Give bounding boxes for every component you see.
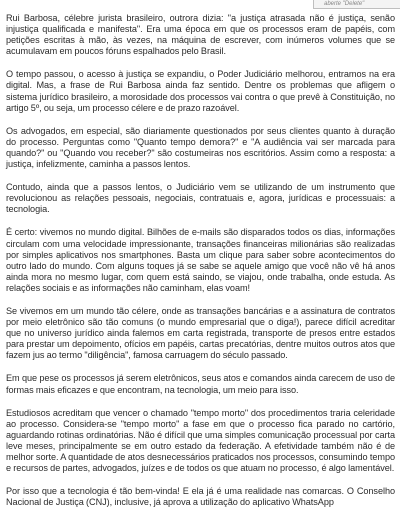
paragraph-5: É certo: vivemos no mundo digital. Bilhões de e-mails são disparados todos os dias, informações circulam com uma velocidade impressionante, transações financeiras milionárias são realizadas por simples aplicativos nos smartphones. Basta um clique para saber sobre acontecimentos do outro lado do mundo. Com alguns toques já se sabe se aquele amigo que você não vê há anos ainda mora no mesmo lugar, com quem está saindo, se viajou, onde trabalha, onde estuda. As relações sociais e as informações não caminham, elas voam! xyxy=(6,227,395,293)
paragraph-3: Os advogados, em especial, são diariamente questionados por seus clientes quanto à duração do processo. Perguntas como "Quanto tempo demora?" e "A audiência vai ser marcada para quando?" ou "Quando vou receber?" são costumeiras nos escritórios. Assim como a resposta: a justiça, infelizmente, caminha a passos lentos. xyxy=(6,125,395,170)
paragraph-4: Contudo, ainda que a passos lentos, o Judiciário vem se utilizando de um instrumento que revolucionou as relações pessoais, negociais, contratuais e, agora, jurídicas e processuais: a tecnologia. xyxy=(6,182,395,215)
paragraph-7: Em que pese os processos já serem eletrônicos, seus atos e comandos ainda carecem de uso de formas mais eficazes e que encontram, na tecnologia, um meio para isso. xyxy=(6,373,395,395)
paragraph-1: Rui Barbosa, célebre jurista brasileiro, outrora dizia: "a justiça atrasada não é justiça, senão injustiça qualificada e manifesta". Era uma época em que os processos eram de papéis, com petições escritas à mão, às vezes, na máquina de escrever, com inúmeros volumes que se acumulavam em poucos fóruns espalhados pelo Brasil. xyxy=(6,13,395,57)
article-body xyxy=(6,13,395,508)
tab-label: aberte "Delete" xyxy=(313,0,400,9)
paragraph-6: Se vivemos em um mundo tão célere, onde as transações bancárias e a assinatura de contratos por meio eletrônico são tão comuns (o mundo empresarial que o diga!), parece difícil acreditar que no universo jurídico ainda falemos em carta registrada, transporte de presos entre estados para prestar um depoimento, ofícios em papéis, cartas precatórias, dentre muitos outros atos que fazem jus ao termo "diligência", famosa carruagem do século passado. xyxy=(6,305,395,361)
paragraph-9: Por isso que a tecnologia é tão bem-vinda! E ela já é uma realidade nas comarcas. O Conselho Nacional de Justiça (CNJ), inclusive, já aprova a utilização do aplicativo WhatsApp xyxy=(6,486,395,508)
paragraph-2: O tempo passou, o acesso à justiça se expandiu, o Poder Judiciário melhorou, entramos na era digital. Mas, a frase de Rui Barbosa ainda faz sentido. Dentre os problemas que afligem o sistema jurídico brasileiro, a morosidade dos processos vai contra o que prevê à Constituição, no artigo 5º, ou seja, um processo célere e de prazo razoável. xyxy=(6,69,395,113)
paragraph-8: Estudiosos acreditam que vencer o chamado "tempo morto" dos procedimentos traria celeridade ao processo. Considera-se "tempo morto" a fase em que o processo fica parado no cartório, aguardando rotinas ordinatórias. Não é difícil que uma simples comunicação processual por carta leve meses, principalmente se em outro estado da federação. A efetividade também não é de melhor sorte. A quantidade de atos desnecessários praticados nos processos, consumindo tempo e recursos de partes, advogados, juízes e de todos os que atuam no processo, é algo lamentável. xyxy=(6,407,395,474)
